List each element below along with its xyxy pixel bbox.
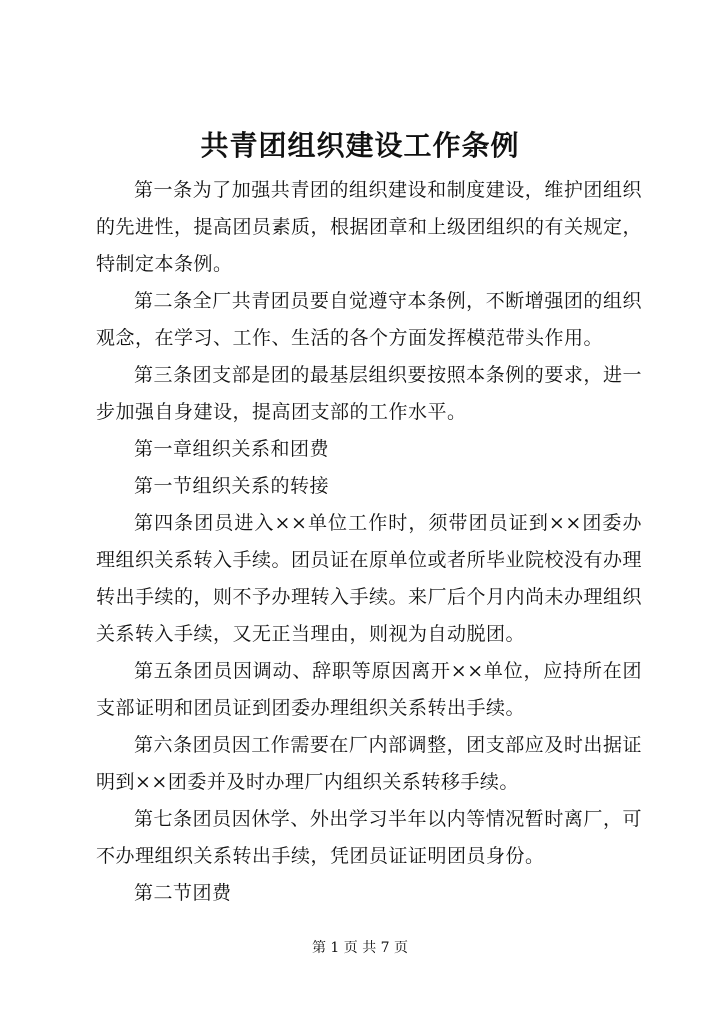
section-2-heading: 第二节团费 bbox=[134, 882, 232, 904]
article-7-paragraph: 第七条团员因休学、外出学习半年以内等情况暂时离厂，可不办理组织关系转出手续，凭团员证证明团员身份。 bbox=[96, 808, 642, 867]
article-6-paragraph: 第六条团员因工作需要在厂内部调整，团支部应及时出据证明到××团委并及时办理厂内组织关系转移手续。 bbox=[96, 734, 642, 793]
article-5-paragraph: 第五条团员因调动、辞职等原因离开××单位，应持所在团支部证明和团员证到团委办理组织关系转出手续。 bbox=[96, 660, 642, 719]
article-2-paragraph: 第二条全厂共青团员要自觉遵守本条例，不断增强团的组织观念，在学习、工作、生活的各个方面发挥模范带头作用。 bbox=[96, 290, 642, 349]
article-4-paragraph: 第四条团员进入××单位工作时，须带团员证到××团委办理组织关系转入手续。团员证在原单位或者所毕业院校没有办理转出手续的，则不予办理转入手续。来厂后个月内尚未办理组织关系转入手续，又无正当理由，则视为自动脱团。 bbox=[96, 512, 643, 645]
article-3-paragraph: 第三条团支部是团的最基层组织要按照本条例的要求，进一步加强自身建设，提高团支部的工作水平。 bbox=[96, 364, 642, 423]
page-number-footer: 第 1 页 共 7 页 bbox=[311, 940, 409, 956]
page-title: 共青团组织建设工作条例 bbox=[200, 129, 520, 162]
chapter-1-heading: 第一章组织关系和团费 bbox=[134, 438, 330, 460]
section-1-heading: 第一节组织关系的转接 bbox=[134, 475, 330, 497]
article-1-paragraph: 第一条为了加强共青团的组织建设和制度建设，维护团组织的先进性，提高团员素质，根据团章和上级团组织的有关规定，特制定本条例。 bbox=[96, 179, 643, 275]
document-body bbox=[96, 172, 642, 912]
